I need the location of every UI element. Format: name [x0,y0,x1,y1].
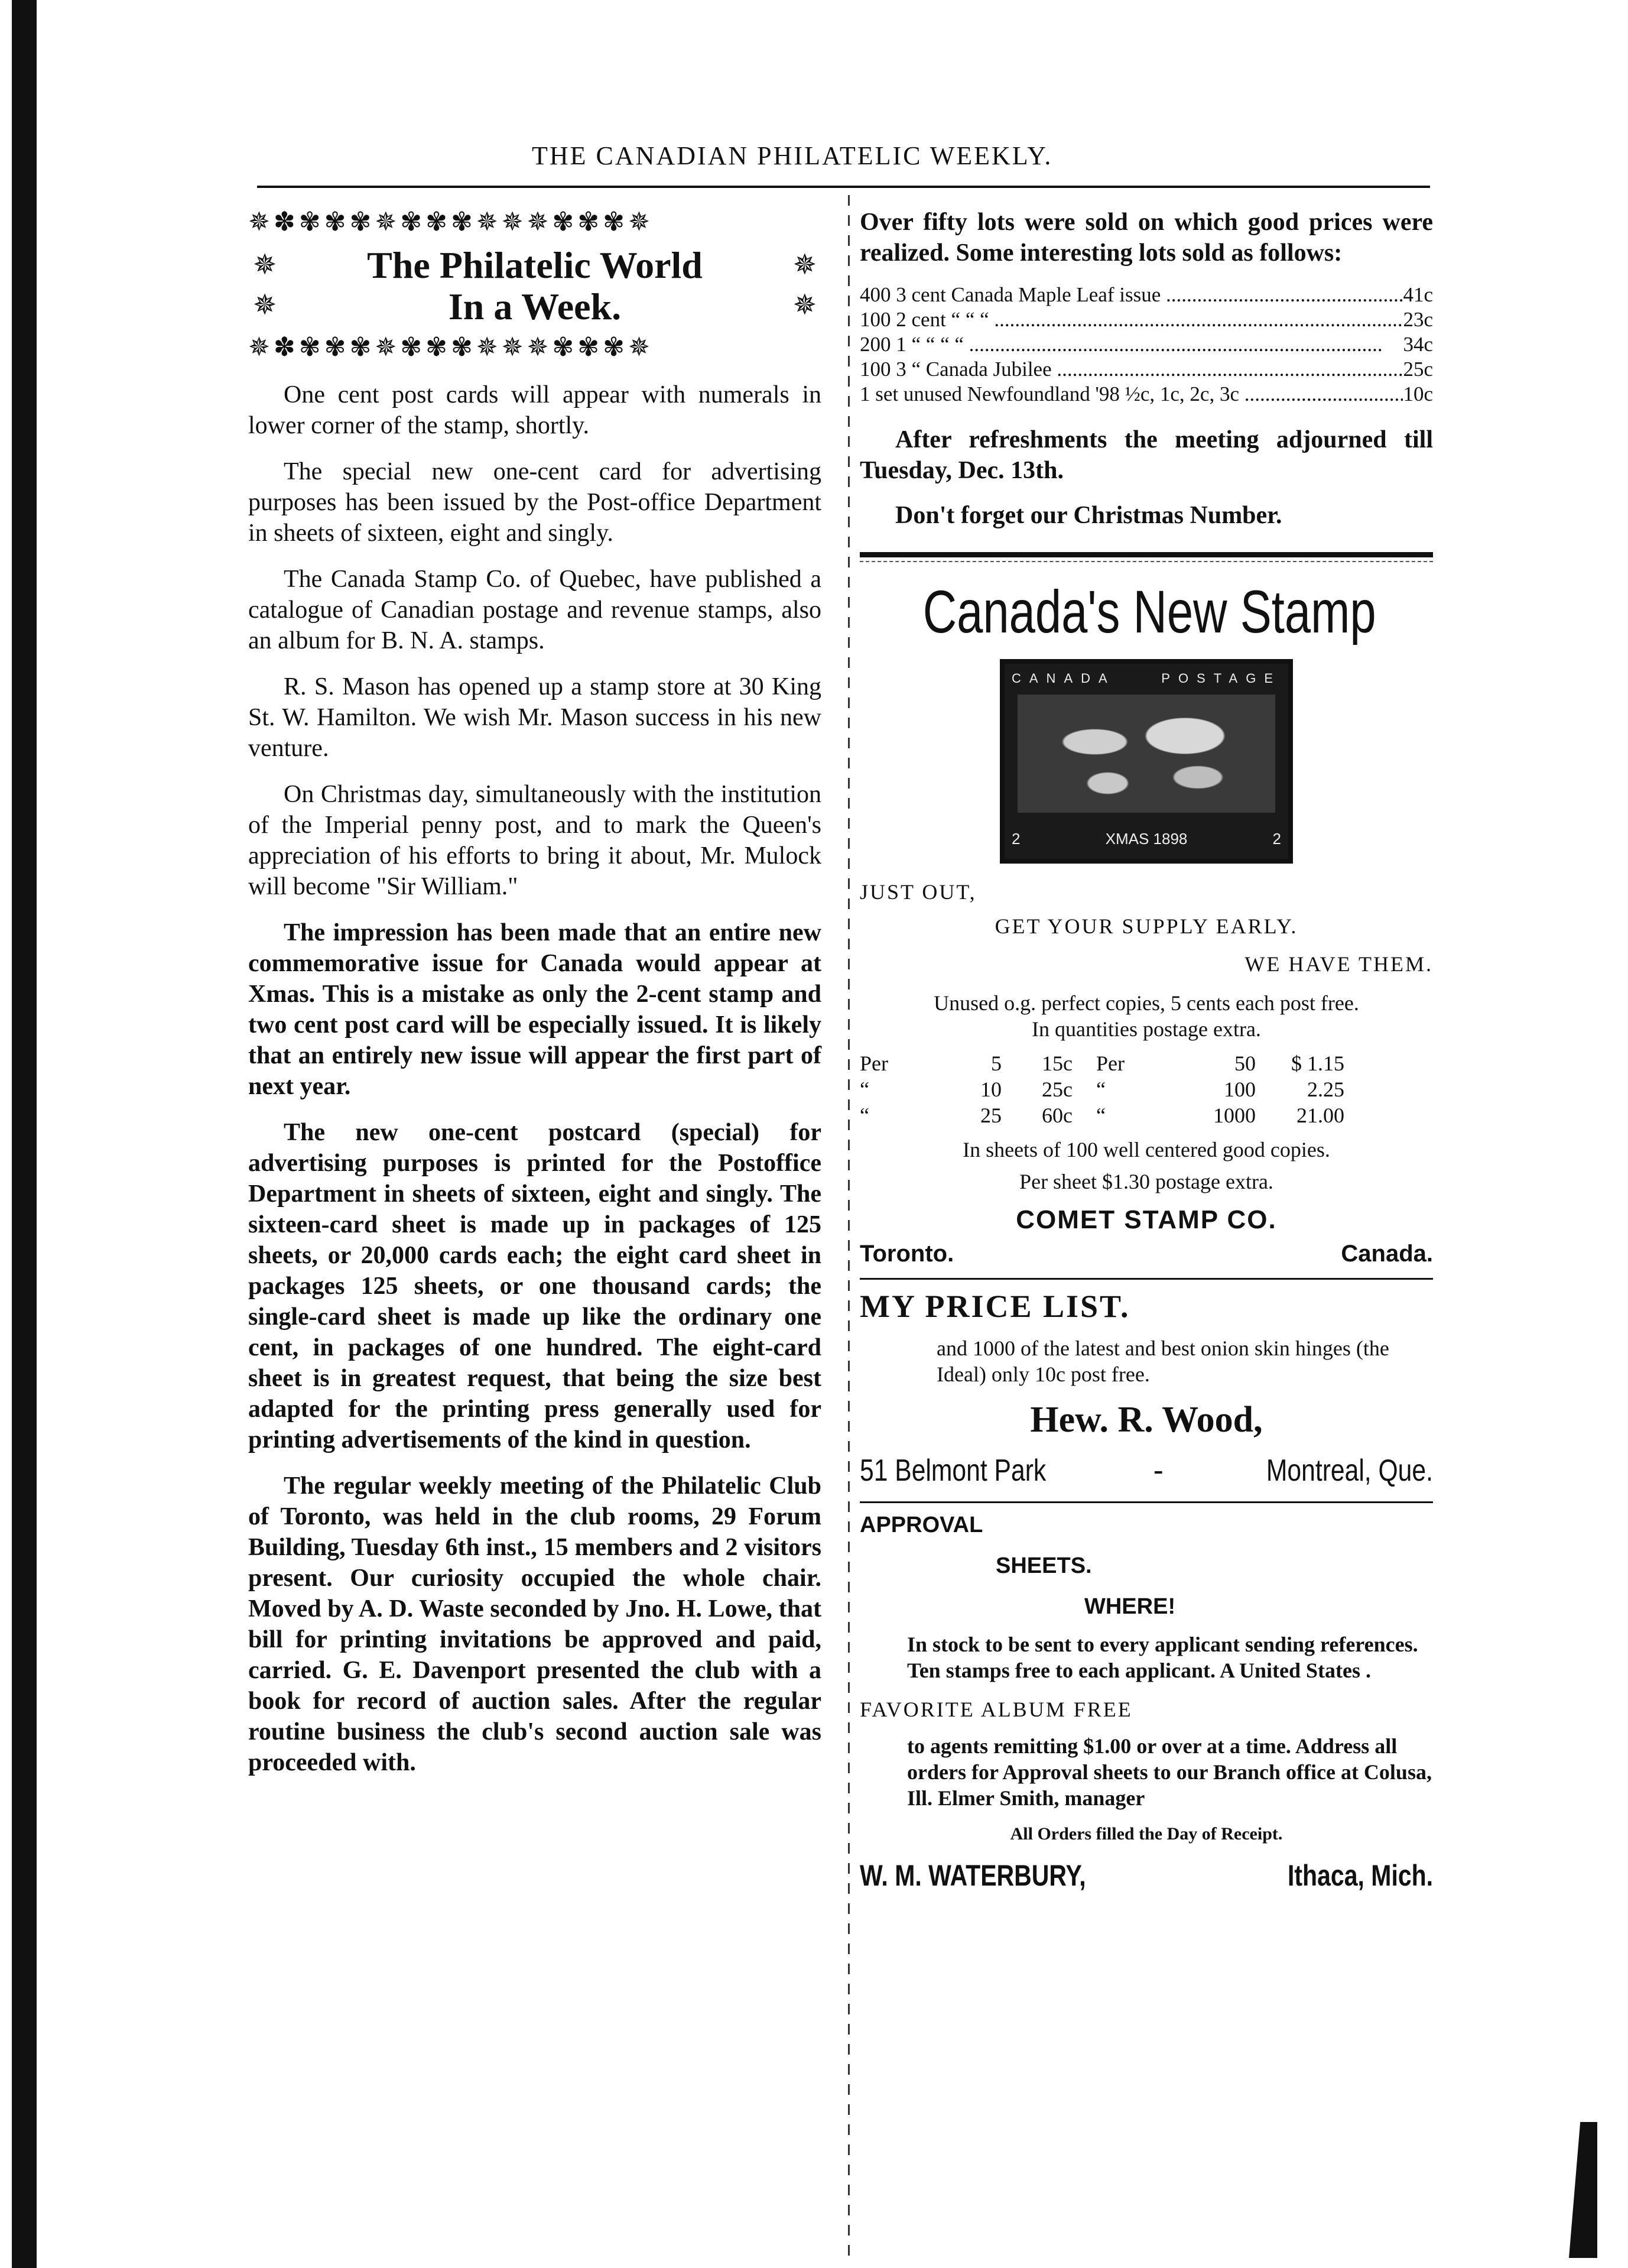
price-list-ad [860,1288,1433,1488]
waterbury-name: W. M. WATERBURY, [860,1859,1086,1892]
stamp-image [1000,659,1293,864]
lot-row: 100 3 “ Canada Jubilee ..... 25c [860,357,1433,382]
stamp-value: 2 [1272,829,1281,848]
section-rule [860,552,1433,557]
section-rule [860,1501,1433,1503]
lot-row: 1 set unused Newfoundland '98 ½c, 1c, 2c, 3c ..... 10c [860,382,1433,407]
per-sheet-note: Per sheet $1.30 postage extra. [1019,1170,1273,1193]
where-label: WHERE! [1084,1594,1176,1619]
ornament-icon: ✵ [253,248,277,281]
news-paragraph: The regular weekly meeting of the Philatelic Club of Toronto, was held in the club rooms, 29 Forum Building, Tuesday 6th inst., 15 members and 2 visitors present. Our curiosity occupied the whole chair. Moved by A. D. Waste seconded by Jno. H. Lowe, that bill for printing invitations be approved and paid, carried. G. E. Davenport presented the club with a book for record of auction sales. After the regular routine business the club's second auction sale was proceeded with. [248,1472,821,1776]
news-paragraph: R. S. Mason has opened up a stamp store at 30 King St. W. Hamilton. We wish Mr. Mason success in his new venture. [248,673,821,762]
header-rule [257,186,1430,188]
ad-title: Canada's New Stamp [922,578,1376,645]
ornament-icon: ✵ [253,288,277,322]
section-heading [248,207,821,366]
just-out: JUST OUT, [860,880,977,904]
adjourn-note: After refreshments the meeting adjourned till Tuesday, Dec. 13th. [860,426,1433,484]
lot-row: 400 3 cent Canada Maple Leaf issue ..... 41c [860,283,1433,307]
right-column [860,207,1433,1893]
company-name: COMET STAMP CO. [1016,1205,1277,1234]
dealer-city: Montreal, Que. [1266,1453,1433,1488]
unused-note: Unused o.g. perfect copies, 5 cents each post free. [934,991,1359,1015]
news-paragraph: One cent post cards will appear with numerals in lower corner of the stamp, shortly. [248,381,821,439]
lot-row: 100 2 cent “ “ “ ..... 23c [860,307,1433,332]
section-rule [860,1278,1433,1280]
scan-edge [12,0,37,2268]
left-column [248,207,821,1793]
price-row: Per 5 15c Per 50 $ 1.15 [860,1052,1344,1075]
comet-ad [860,576,1433,1267]
get-supply: GET YOUR SUPPLY EARLY. [995,914,1298,938]
sheets-note: In sheets of 100 well centered good copies. [963,1138,1330,1161]
dealer-address: 51 Belmont Park [860,1453,1047,1488]
we-have: WE HAVE THEM. [1244,952,1433,976]
ornament-icon: ✵ [792,288,817,322]
stamp-value: 2 [1012,829,1021,848]
approval-ad [860,1513,1433,1893]
news-paragraph: The Canada Stamp Co. of Quebec, have published a catalogue of Canadian postage and revenue stamps, also an album for B. N. A. stamps. [248,566,821,654]
running-head: THE CANADIAN PHILATELIC WEEKLY. [532,141,1053,170]
orders-note: All Orders filled the Day of Receipt. [1010,1824,1283,1844]
approval-label: APPROVAL [860,1513,983,1537]
price-row: “ 25 60c “ 1000 21.00 [860,1104,1344,1127]
ornament-row-bottom: ✵✽✾✾✾✵✾✾✾✵✵✵✾✾✾✵ [248,332,654,362]
stamp-postage: POSTAGE [1161,671,1281,686]
ornament-icon: ✵ [792,248,817,281]
dotted-rule [860,557,1433,562]
stamp-country: CANADA [1012,671,1116,686]
heading-line1: The Philatelic World [367,244,703,286]
stamp-date: XMAS 1898 [1105,829,1188,848]
address-dash: - [1153,1453,1164,1488]
price-list-text: and 1000 of the latest and best onion skin hinges (the Ideal) only 10c post free. [937,1336,1389,1386]
news-paragraph: The special new one-cent card for advertising purposes has been issued by the Post-office Department in sheets of sixteen, eight and singly. [248,458,821,547]
agents-text: to agents remitting $1.00 or over at a time. Address all orders for Approval sheets to our Branch office at Colusa, Ill. Elmer Smith, manager [907,1734,1432,1810]
dealer-name: Hew. R. Wood, [1030,1400,1263,1440]
world-map-image [1018,695,1275,813]
news-paragraph: On Christmas day, simultaneously with the institution of the Imperial penny post, and to mark the Queen's appreciation of his efforts to bring it about, Mr. Mulock will become "Sir William." [248,781,821,900]
sheets-label: SHEETS. [996,1553,1092,1578]
heading-line2: In a Week. [448,285,622,327]
lots-list [860,283,1433,407]
christmas-note: Don't forget our Christmas Number. [895,502,1282,529]
news-paragraph: The new one-cent postcard (special) for advertising purposes is printed for the Postoffice Department in sheets of sixteen, eight and singly. The sixteen-card sheet is made up in packages of 125 sheets, or 20,000 cards each; the eight card sheet in packages 125 sheets, or one thousand cards; the single-card sheet is made up like the ordinary one cent, in packages of one hundred. The eight-card sheet is in greatest request, that being the size best adapted for the printing press generally used for printing advertisements of the kind in question. [248,1119,821,1453]
price-table [860,1050,1433,1128]
price-list-title: MY PRICE LIST. [860,1289,1130,1324]
company-country: Canada. [1341,1241,1433,1267]
approval-text: In stock to be sent to every applicant sending references. Ten stamps free to each applicant. A United States . [907,1633,1418,1682]
price-row: “ 10 25c “ 100 2.25 [860,1078,1344,1101]
waterbury-city: Ithaca, Mich. [1287,1859,1433,1892]
company-city: Toronto. [860,1241,954,1267]
favorite-album: FAVORITE ALBUM FREE [860,1698,1133,1721]
scan-mark [1569,2122,1597,2258]
ornament-row-top: ✵✽✾✾✾✵✾✾✾✵✵✵✾✾✾✵ [248,207,654,237]
column-divider [848,195,850,2264]
news-paragraph: The impression has been made that an entire new commemorative issue for Canada would appear at Xmas. This is a mistake as only the 2-cent stamp and two cent post card will be especially issued. It is likely that an entirely new issue will appear the first part of next year. [248,919,821,1100]
quantities-note: In quantities postage extra. [1032,1017,1261,1041]
lot-row: 200 1 “ “ “ “ ..... 34c [860,332,1433,357]
auction-intro: Over fifty lots were sold on which good prices were realized. Some interesting lots sold as follows: [860,209,1433,267]
